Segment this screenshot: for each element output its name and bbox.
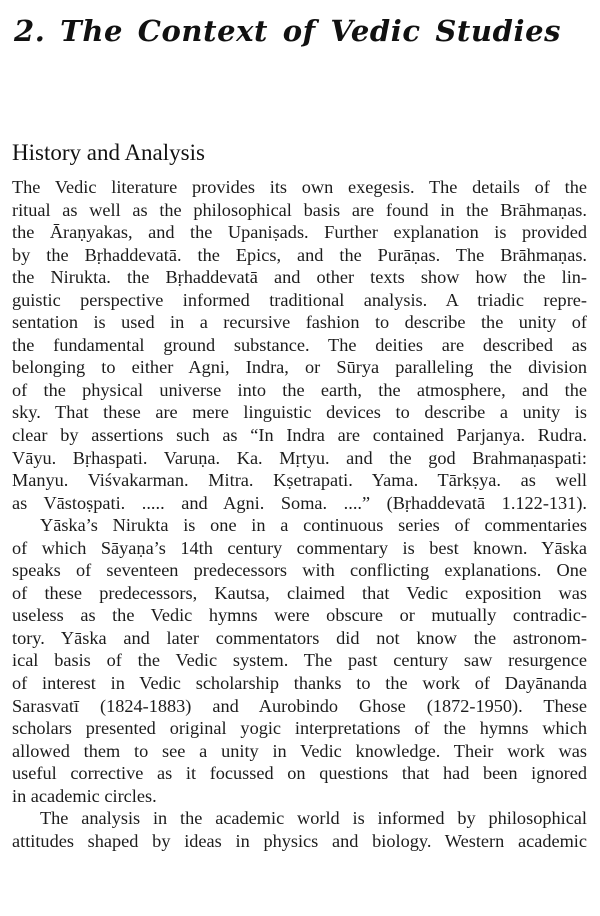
paragraph-1-line-14: Manyu. Viśvakarman. Mitra. Kṣetrapati. Yama. Tārkṣya. as well: [12, 470, 587, 491]
paragraph-1-line-3: the Āraṇyakas, and the Upaniṣads. Further explanation is provided: [12, 222, 587, 243]
paragraph-1-line-5: the Nirukta. the Bṛhaddevatā and other texts show how the lin-: [12, 267, 587, 288]
paragraph-1-line-8: the fundamental ground substance. The deities are described as: [12, 334, 587, 355]
paragraph-2-line-3: speaks of seventeen predecessors with conflicting explanations. One: [12, 560, 587, 581]
body-text: [12, 176, 587, 852]
paragraph-2-line-8: of interest in Vedic scholarship thanks to the work of Dayānanda: [12, 673, 587, 694]
paragraph-2-line-12: useful corrective as it focussed on questions that had been ignored: [12, 763, 587, 784]
paragraph-1-line-9: belonging to either Agni, Indra, or Sūrya paralleling the division: [12, 357, 587, 378]
paragraph-3-line-1: The analysis in the academic world is informed by philosophical: [40, 808, 587, 829]
paragraph-2-line-7: ical basis of the Vedic system. The past century saw resurgence: [12, 650, 587, 671]
paragraph-1-line-2: ritual as well as the philosophical basis are found in the Brāhmaṇas.: [12, 199, 587, 220]
section-heading: History and Analysis: [12, 140, 205, 165]
chapter-title: 2. The Context of Vedic Studies: [14, 14, 562, 48]
paragraph-1-line-12: clear by assertions such as “In Indra are contained Parjanya. Rudra.: [12, 425, 587, 446]
paragraph-1-line-1: The Vedic literature provides its own exegesis. The details of the: [12, 177, 587, 197]
paragraph-2-line-9: Sarasvatī (1824-1883) and Aurobindo Ghose (1872-1950). These: [12, 695, 587, 716]
paragraph-1-line-7: sentation is used in a recursive fashion to describe the unity of: [12, 312, 587, 333]
paragraph-1-line-11: sky. That these are mere linguistic devices to describe a unity is: [12, 402, 587, 423]
paragraph-2-line-13: in academic circles.: [12, 785, 157, 806]
paragraph-2-line-6: tory. Yāska and later commentators did not know the astronom-: [12, 627, 587, 648]
paragraph-2-line-11: allowed them to see a unity in Vedic knowledge. Their work was: [12, 740, 587, 761]
paragraph-1-line-13: Vāyu. Bṛhaspati. Varuṇa. Ka. Mṛtyu. and the god Brahmaṇaspati:: [12, 447, 587, 468]
paragraph-1-line-6: guistic perspective informed traditional analysis. A triadic repre-: [12, 289, 587, 310]
paragraph-3-line-2: attitudes shaped by ideas in physics and biology. Western academic: [12, 830, 587, 851]
paragraph-2-line-10: scholars presented original yogic interpretations of the hymns which: [12, 718, 587, 739]
paragraph-2-line-2: of which Sāyaṇa’s 14th century commentary is best known. Yāska: [12, 537, 587, 558]
paragraph-2-line-1: Yāska’s Nirukta is one in a continuous series of commentaries: [40, 515, 587, 536]
paragraph-2-line-5: useless as the Vedic hymns were obscure or mutually contradic-: [12, 605, 587, 626]
paragraph-1-line-15: as Vāstoṣpati. ..... and Agni. Soma. ....” (Bṛhaddevatā 1.122-131).: [12, 492, 587, 513]
paragraph-1-line-4: by the Bṛhaddevatā. the Epics, and the Purāṇas. The Brāhmaṇas.: [12, 244, 587, 265]
paragraph-1-line-10: of the physical universe into the earth, the atmosphere, and the: [12, 379, 587, 400]
paragraph-2-line-4: of these predecessors, Kautsa, claimed that Vedic exposition was: [12, 582, 587, 603]
